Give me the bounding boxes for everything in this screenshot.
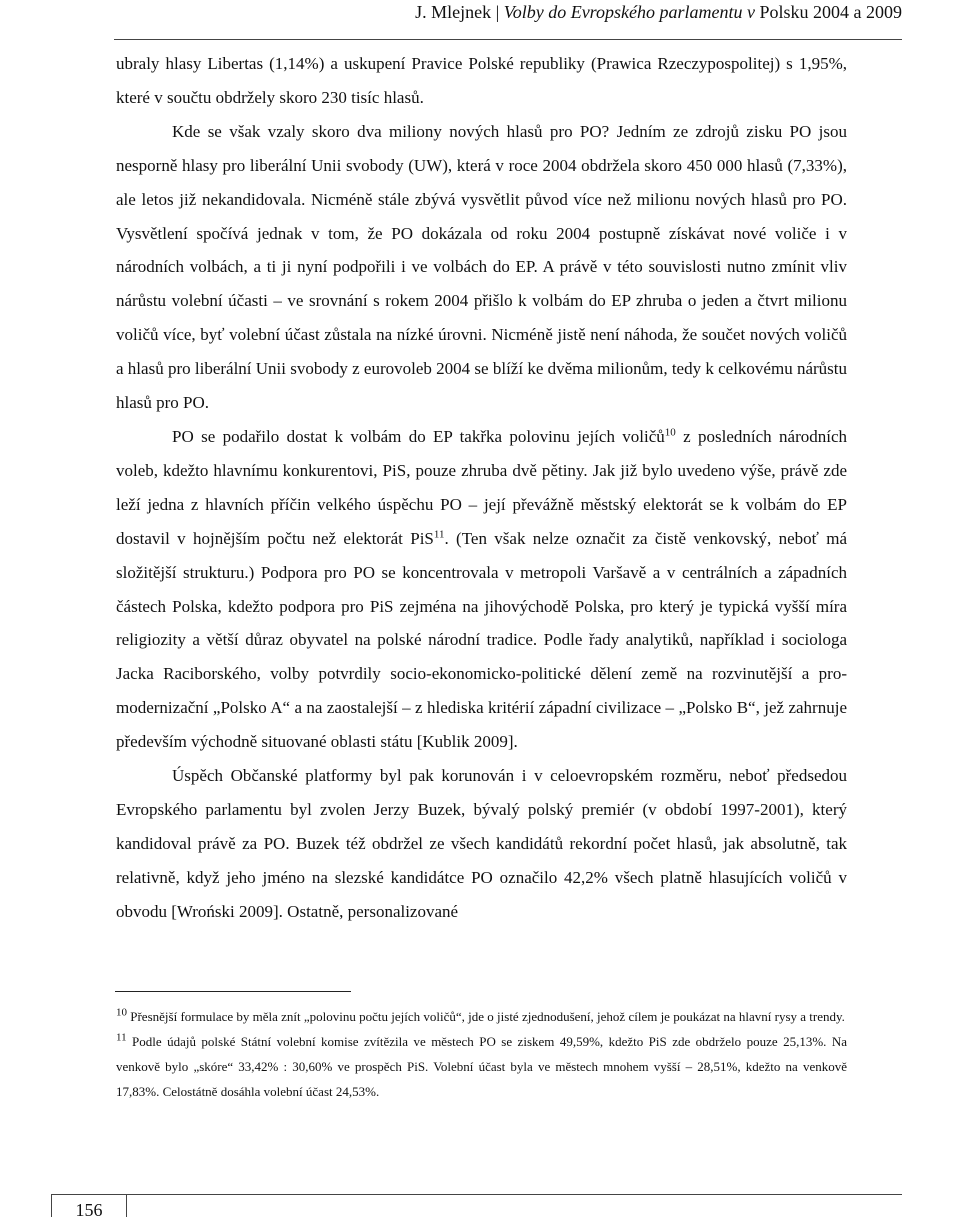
header-rule [114,39,902,40]
paragraph-text: Kde se však vzaly skoro dva miliony nových hlasů pro PO? Jedním ze zdrojů zisku PO jsou nesporně hlasy pro liberální Unii svobody (UW), která v roce 2004 obdržela skoro 450 000 hlasů (7,33%), ale letos již nekandidovala. Nicméně stále zbývá vysvětlit původ více než milionu nových hlasů pro PO. Vysvětlení spočívá jednak v tom, že PO dokázala od roku 2004 postupně získávat nové voliče i v národních volbách, a ti ji nyní podpořili i ve volbách do EP. A právě v této souvislosti nutno zmínit vliv nárůstu volební účasti – ve srovnání s rokem 2004 přišlo k volbám do EP zhruba o jeden a čtvrt milionu voličů více, byť volební účast zůstala na nízké úrovni. Nicméně jistě není náhoda, že součet nových voličů a hlasů pro liberální Unii svobody z eurovoleb 2004 se blíží ke dvěma milionům, tedy k celkovému nárůstu hlasů pro PO. [116,121,847,413]
footnote-separator [115,991,351,992]
footer-rule [51,1194,902,1195]
body-text [116,47,847,929]
paragraph [116,420,847,759]
header-title-tail: Polsku 2004 a 2009 [759,2,902,22]
paragraph [116,759,847,929]
page-number: 156 [51,1194,127,1217]
paragraph-text: PO se podařilo dostat k volbám do EP takřka polovinu jejích voličů [172,426,665,446]
paragraph-text: z posledních národních voleb, kdežto hlavnímu konkurentovi, PiS, pouze zhruba dvě pětiny. Jak již bylo uvedeno výše, právě zde leží jedna z hlavních příčin velkého úspěchu PO – její převážně městský elektorát se k volbám do EP dostavil v hojnějším počtu než elektorát PiS [116,426,847,548]
paragraph [116,47,847,115]
paragraph-text: . (Ten však nelze označit za čistě venkovský, neboť má složitější strukturu.) Podpora pro PO se koncentrovala v metropoli Varšavě a v centrálních a západních částech Polska, kdežto podpora pro PiS zejména na jihovýchodě Polska, pro který je typická vyšší míra religiozity a větší důraz obyvatel na polské národní tradice. Podle řady analytiků, například i sociologa Jacka Raciborského, volby potvrdily socio-ekonomicko-politické dělení země na rozvinutější a pro-modernizační „Polsko A“ a na zaostalejší – z hlediska kritérií západní civilizace – „Polsko B“, jež zahrnuje především východně situované oblasti státu [Kublik 2009]. [116,528,847,752]
paragraph [116,115,847,420]
header-author: J. Mlejnek [415,2,492,22]
footnote-text: Přesnější formulace by měla znít „polovinu počtu jejích voličů“, jde o jisté zjednodušení, jehož cílem je poukázat na hlavní rysy a trendy. [130,1009,845,1024]
footnote-text: Podle údajů polské Státní volební komise zvítězila ve městech PO se ziskem 49,59%, kdežto PiS zde obdrželo pouze 25,13%. Na venkově bylo „skóre“ 33,42% : 30,60% ve prospěch PiS. Volební účast byla ve městech mnohem vyšší – 28,51%, kdežto na venkově 17,83%. Celostátně dosáhla volební účast 24,53%. [116,1034,848,1099]
footnotes [116,1004,847,1104]
header-title: Volby do Evropského parlamentu v [503,2,755,22]
footnote [116,1029,847,1104]
footnote-number: 11 [116,1031,127,1044]
paragraph-text: ubraly hlasy Libertas (1,14%) a uskupení Pravice Polské republiky (Prawica Rzeczypospolitej) s 1,95%, které v součtu obdržely skoro 230 tisíc hlasů. [116,54,847,107]
footnote-ref: 10 [664,426,676,439]
footnote-number: 10 [116,1006,127,1019]
header-separator: | [495,2,500,22]
footnote [116,1004,847,1029]
footnote-ref: 11 [433,528,445,541]
paragraph-text: Úspěch Občanské platformy byl pak korunován i v celoevropském rozměru, neboť předsedou Evropského parlamentu byl zvolen Jerzy Buzek, bývalý polský premiér (v období 1997-2001), který kandidoval právě za PO. Buzek též obdržel ze všech kandidátů rekordní počet hlasů, jak absolutně, tak relativně, když jeho jméno na slezské kandidátce PO označilo 42,2% všech platně hlasujících voličů v obvodu [Wroński 2009]. Ostatně, personalizované [116,766,847,921]
running-header [415,0,902,24]
